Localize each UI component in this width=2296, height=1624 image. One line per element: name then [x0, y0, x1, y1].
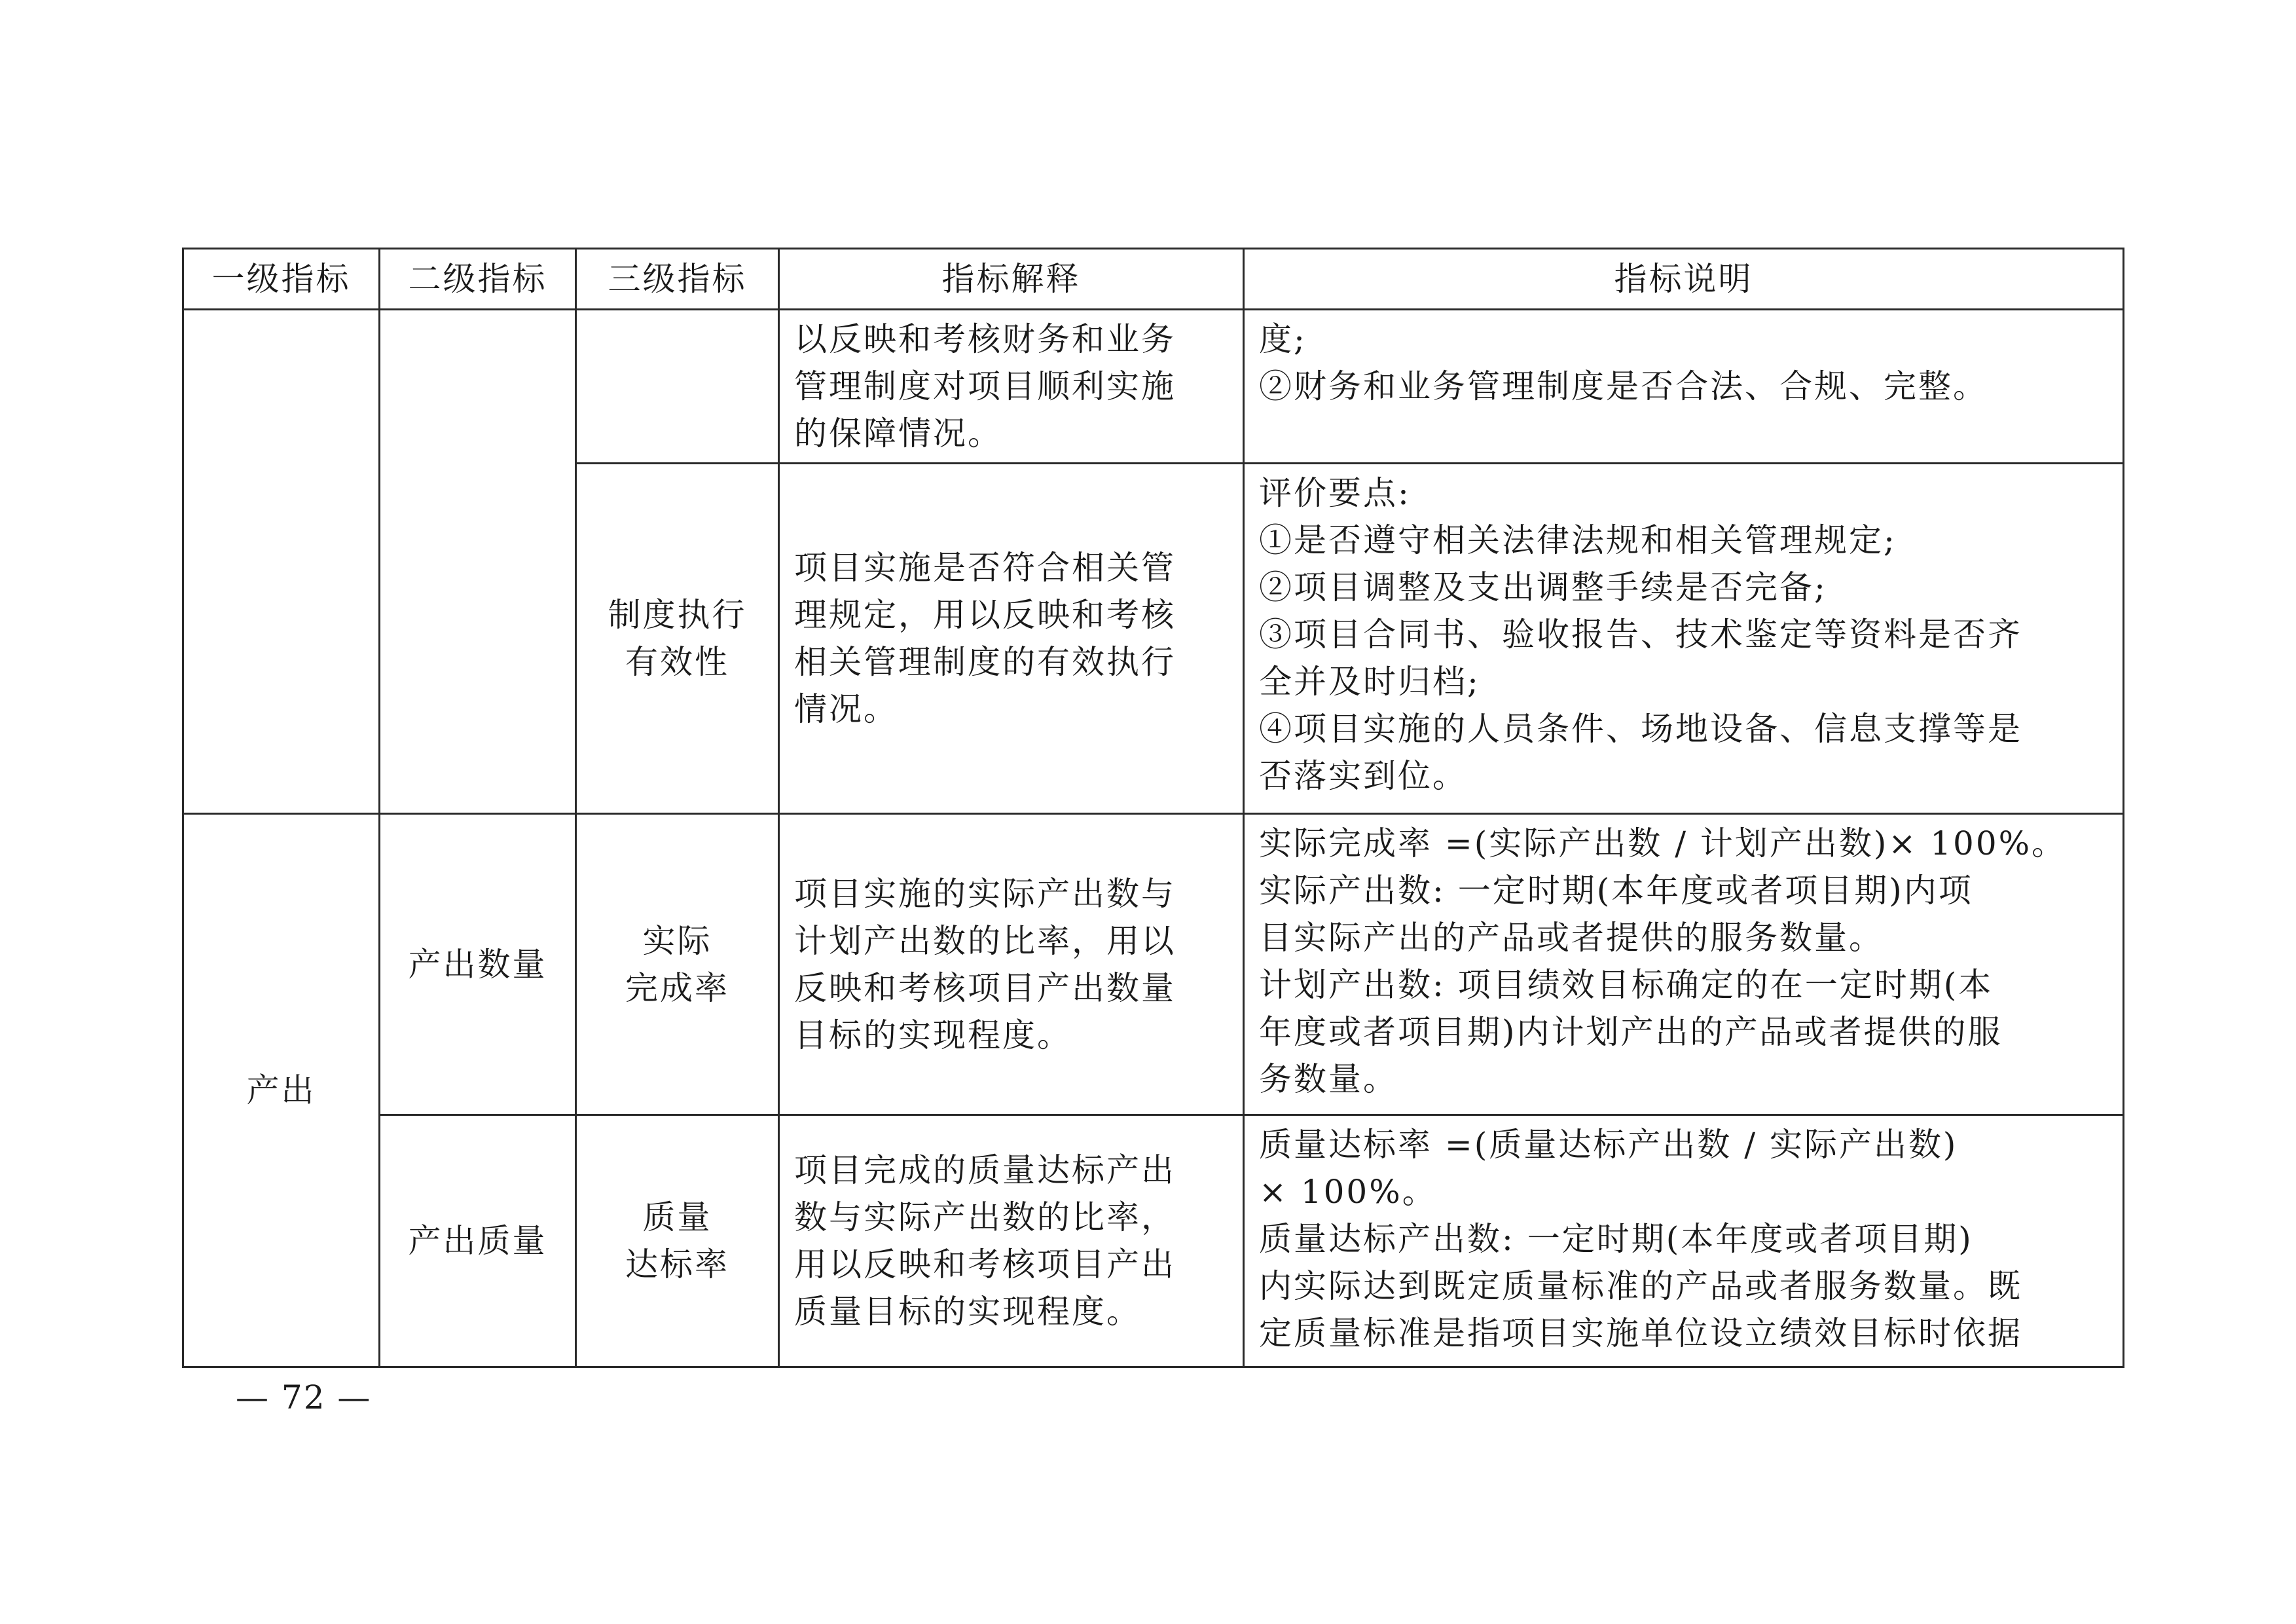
interpretation-cell [779, 464, 1244, 814]
interpretation-line: 的保障情况。 [794, 415, 1002, 452]
interpretation-cell [779, 1115, 1244, 1367]
level3-line: 实际 [642, 921, 712, 960]
interpretation-line: 项目实施是否符合相关管 [794, 549, 1176, 587]
level3-line: 达标率 [625, 1246, 729, 1283]
table-row [183, 310, 2124, 464]
interpretation-line: 管理制度对项目顺利实施 [794, 367, 1176, 405]
level3-cell-empty [576, 310, 779, 464]
level3-cell [576, 814, 779, 1115]
interpretation-cell [779, 310, 1244, 464]
description-line: 目实际产出的产品或者提供的服务数量。 [1259, 919, 1884, 957]
header-level3: 三级指标 [576, 249, 779, 310]
description-line: 务数量。 [1259, 1060, 1398, 1098]
description-line: ②财务和业务管理制度是否合法、合规、完整。 [1259, 367, 1988, 405]
description-line: ②项目调整及支出调整手续是否完备; [1259, 568, 1827, 606]
description-cell [1244, 1115, 2124, 1367]
level3-cell [576, 464, 779, 814]
header-level2: 二级指标 [380, 249, 576, 310]
level2-cell-empty [380, 310, 576, 814]
interpretation-line: 以反映和考核财务和业务 [794, 320, 1176, 358]
description-line: × 100%。 [1259, 1173, 1437, 1211]
interpretation-cell [779, 814, 1244, 1115]
description-line: ③项目合同书、验收报告、技术鉴定等资料是否齐 [1259, 616, 2022, 654]
description-line: 定质量标准是指项目实施单位设立绩效目标时依据 [1259, 1314, 2022, 1352]
description-line: 实际完成率 =(实际产出数 / 计划产出数)× 100%。 [1259, 824, 2067, 862]
description-line: 计划产出数: 项目绩效目标确定的在一定时期(本 [1259, 966, 1994, 1004]
page-number: — 72 — [236, 1378, 372, 1416]
description-cell [1244, 310, 2124, 464]
level1-cell-empty [183, 310, 380, 814]
interpretation-line: 质量目标的实现程度。 [794, 1293, 1141, 1331]
table-header-row [183, 249, 2124, 310]
indicator-table [182, 248, 2124, 1368]
interpretation-line: 目标的实现程度。 [794, 1016, 1072, 1054]
interpretation-line: 项目实施的实际产出数与 [794, 874, 1176, 913]
level2-cell: 产出质量 [380, 1115, 576, 1367]
level2-cell: 产出数量 [380, 814, 576, 1115]
interpretation-line: 反映和考核项目产出数量 [794, 969, 1176, 1007]
level3-line: 有效性 [625, 643, 729, 681]
description-line: 度; [1259, 320, 1307, 358]
description-line: 质量达标率 =(质量达标产出数 / 实际产出数) [1259, 1126, 1958, 1164]
description-line: 年度或者项目期)内计划产出的产品或者提供的服 [1259, 1013, 2003, 1051]
interpretation-line: 用以反映和考核项目产出 [794, 1246, 1176, 1283]
description-cell [1244, 814, 2124, 1115]
interpretation-line: 相关管理制度的有效执行 [794, 643, 1176, 681]
description-cell [1244, 464, 2124, 814]
interpretation-line: 计划产出数的比率，用以 [794, 921, 1176, 960]
level3-cell [576, 1115, 779, 1367]
description-line: 评价要点: [1259, 474, 1411, 512]
description-line: 质量达标产出数: 一定时期(本年度或者项目期) [1259, 1220, 1973, 1258]
header-level1: 一级指标 [183, 249, 380, 310]
level3-line: 质量 [642, 1198, 712, 1236]
level3-line: 制度执行 [608, 596, 747, 634]
description-line: 否落实到位。 [1259, 757, 1467, 795]
header-description: 指标说明 [1244, 249, 2124, 310]
description-line: 内实际达到既定质量标准的产品或者服务数量。既 [1259, 1267, 2022, 1305]
description-line: 实际产出数: 一定时期(本年度或者项目期)内项 [1259, 872, 1973, 910]
table-row [183, 1115, 2124, 1367]
interpretation-line: 理规定，用以反映和考核 [794, 596, 1176, 634]
interpretation-line: 项目完成的质量达标产出 [794, 1151, 1176, 1189]
header-interpretation: 指标解释 [779, 249, 1244, 310]
level3-line: 完成率 [625, 969, 729, 1007]
table-row [183, 814, 2124, 1115]
description-line: ④项目实施的人员条件、场地设备、信息支撑等是 [1259, 710, 2022, 748]
level1-cell: 产出 [183, 814, 380, 1367]
description-line: ①是否遵守相关法律法规和相关管理规定; [1259, 521, 1897, 559]
interpretation-line: 数与实际产出数的比率， [794, 1198, 1176, 1236]
description-line: 全并及时归档; [1259, 663, 1480, 701]
interpretation-line: 情况。 [794, 690, 898, 728]
